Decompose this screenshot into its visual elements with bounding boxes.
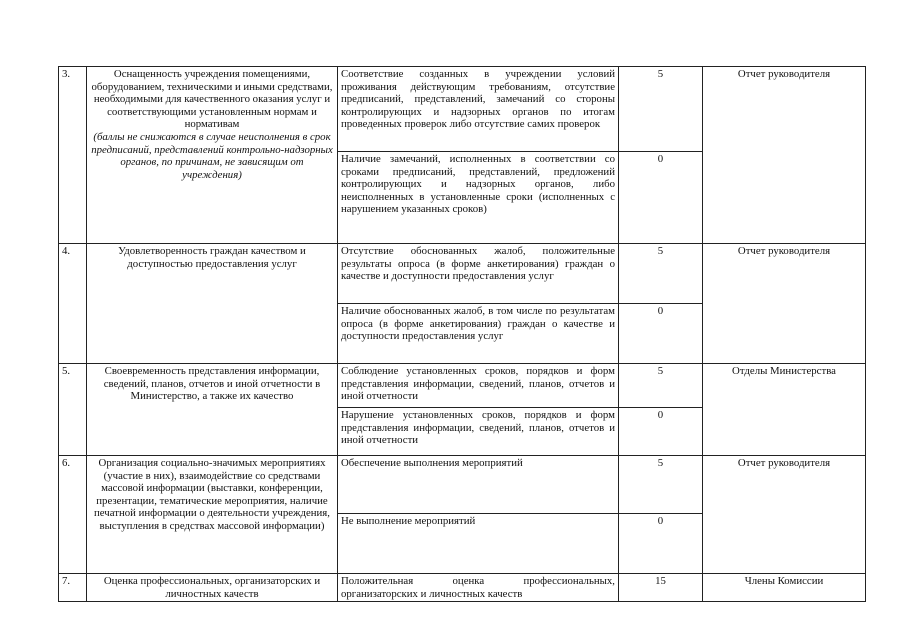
condition-cell: Наличие обоснованных жалоб, в том числе по результатам опроса (в форме анкетирования) граждан о качестве и доступности предоставления услуг — [338, 304, 619, 364]
score-cell: 0 — [619, 514, 703, 574]
criterion-cell — [87, 67, 338, 244]
table-row — [59, 574, 866, 602]
condition-cell: Нарушение установленных сроков, порядков и форм представления информации, сведений, планов, отчетов и иной отчетности — [338, 408, 619, 456]
criterion-text: Организация социально-значимых мероприятиях (участие в них), взаимодействие со средствами массовой информации (выставки, конференции, презентации, тематические мероприятия, наличие печатной информации о деятельности учреждения, выступления в средствах массовой информации) — [94, 457, 330, 532]
criteria-table — [58, 66, 866, 602]
responsible-cell: Отчет руководителя — [703, 244, 866, 364]
row-number: 6. — [59, 456, 87, 574]
row-number: 4. — [59, 244, 87, 364]
table-row — [59, 456, 866, 514]
condition-cell: Не выполнение мероприятий — [338, 514, 619, 574]
condition-cell: Отсутствие обоснованных жалоб, положительные результаты опроса (в форме анкетирования) граждан о качестве и доступности предоставления услуг — [338, 244, 619, 304]
criterion-text: Оснащенность учреждения помещениями, оборудованием, техническими и иными средствами, необходимыми для качественного оказания услуг и соответствующими установленным нормам и нормативам — [91, 68, 333, 131]
score-cell: 15 — [619, 574, 703, 602]
row-number: 5. — [59, 364, 87, 456]
responsible-cell: Отделы Министерства — [703, 364, 866, 456]
condition-cell: Соблюдение установленных сроков, порядков и форм представления информации, сведений, планов, отчетов и иной отчетности — [338, 364, 619, 408]
table-row — [59, 67, 866, 152]
score-cell: 0 — [619, 304, 703, 364]
criterion-text: Удовлетворенность граждан качеством и доступностью предоставления услуг — [118, 245, 306, 270]
row-number: 7. — [59, 574, 87, 602]
condition-cell: Положительная оценка профессиональных, организаторских и личностных качеств — [338, 574, 619, 602]
row-number: 3. — [59, 67, 87, 244]
criterion-text: Оценка профессиональных, организаторских и личностных качеств — [103, 575, 321, 600]
condition-cell: Соответствие созданных в учреждении условий проживания действующим требованиям, отсутствие предписаний, представлений, замечаний со стороны контролирующих и надзорных органов по итогам проведенных проверок либо отсутствие самих проверок — [338, 67, 619, 152]
criterion-cell — [87, 574, 338, 602]
table-row — [59, 364, 866, 408]
responsible-cell: Члены Комиссии — [703, 574, 866, 602]
condition-cell: Обеспечение выполнения мероприятий — [338, 456, 619, 514]
score-cell: 5 — [619, 364, 703, 408]
responsible-cell: Отчет руководителя — [703, 456, 866, 574]
score-cell: 5 — [619, 456, 703, 514]
condition-cell: Наличие замечаний, исполненных в соответствии со сроками предписаний, представлений, предложений контролирующих и надзорных органов, либо неисполненных в установленные сроки (исполненных с нарушением указанных сроков) — [338, 152, 619, 244]
criterion-cell — [87, 244, 338, 364]
criterion-note: (баллы не снижаются в случае неисполнения в срок предписаний, представлений контрольно-надзорных органов, по причинам, не зависящим от учреждения) — [91, 130, 333, 181]
responsible-cell: Отчет руководителя — [703, 67, 866, 244]
table-row — [59, 244, 866, 304]
score-cell: 0 — [619, 152, 703, 244]
score-cell: 0 — [619, 408, 703, 456]
criterion-cell — [87, 364, 338, 456]
criterion-text: Своевременность представления информации, сведений, планов, отчетов и иной отчетности в Министерство, а также их качество — [103, 365, 321, 403]
criterion-cell — [87, 456, 338, 574]
score-cell: 5 — [619, 67, 703, 152]
score-cell: 5 — [619, 244, 703, 304]
